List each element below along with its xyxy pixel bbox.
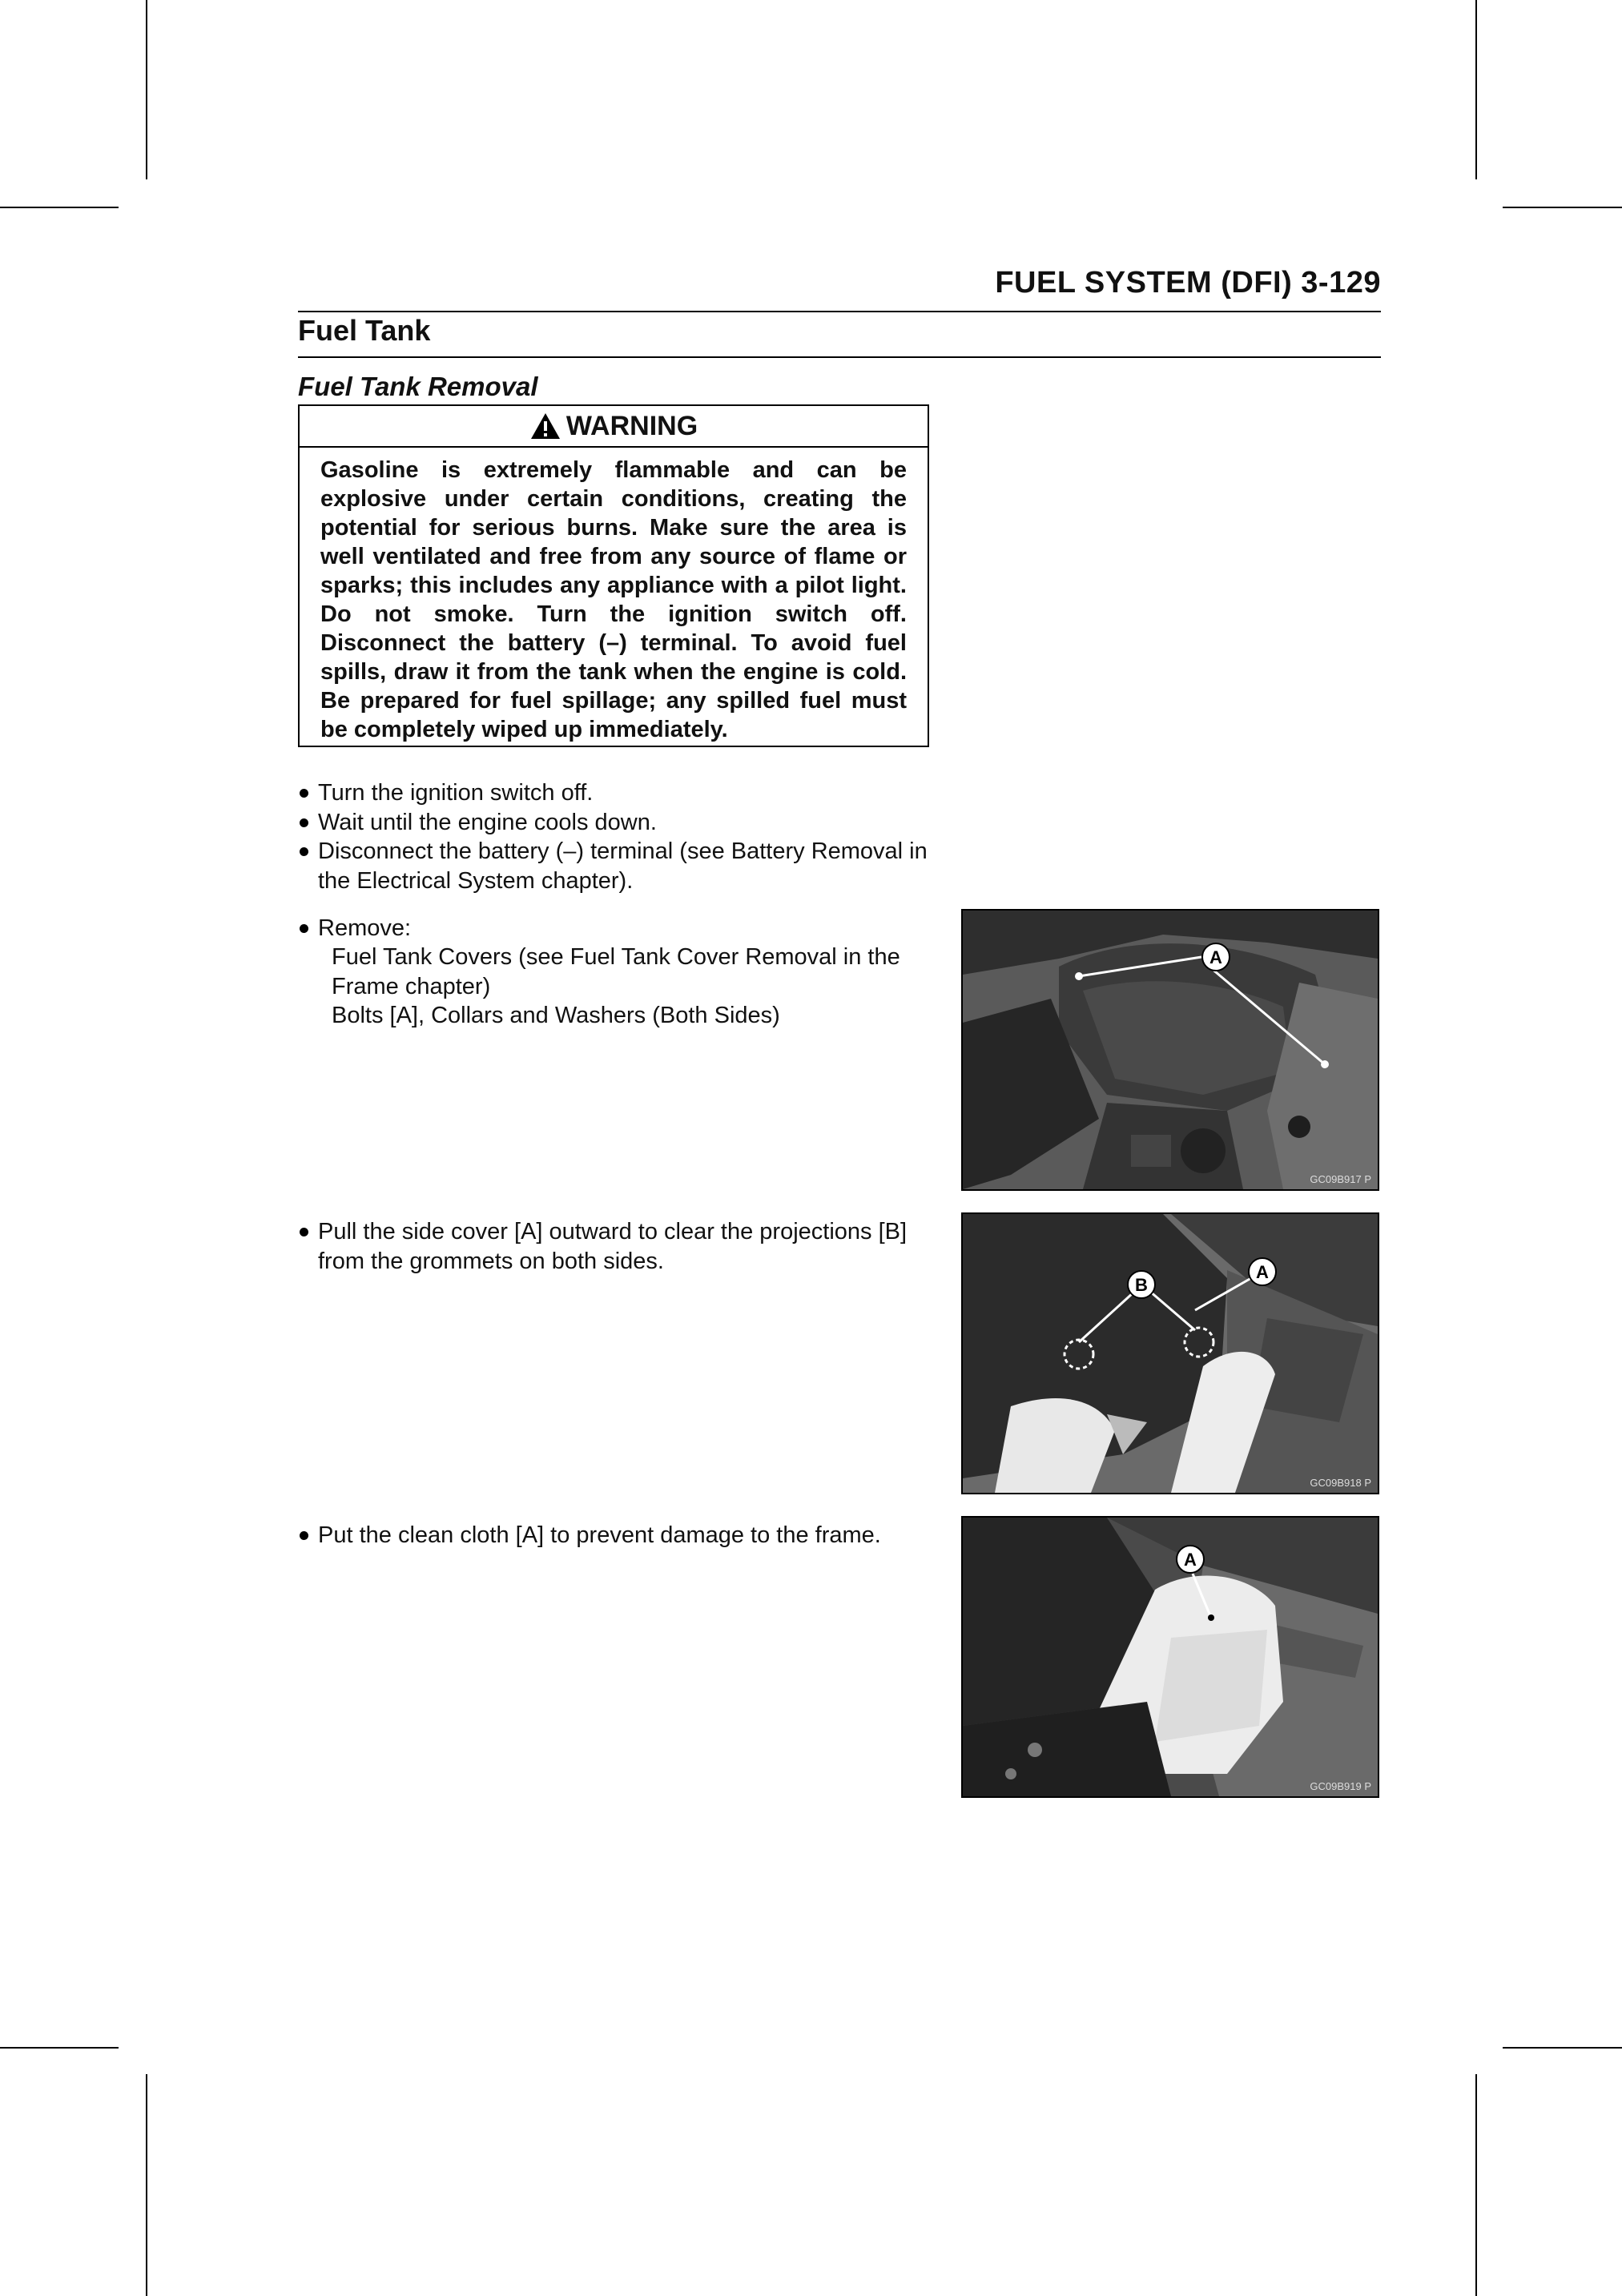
warning-box bbox=[298, 404, 929, 747]
callout-label: A bbox=[1209, 947, 1222, 967]
figure-clean-cloth bbox=[961, 1516, 1379, 1798]
subsection-title: Fuel Tank Removal bbox=[298, 372, 538, 401]
crop-mark bbox=[146, 2074, 147, 2296]
figure-code: GC09B919 P bbox=[1310, 1780, 1371, 1792]
step-cloth bbox=[298, 1521, 939, 1550]
list-item: Pull the side cover [A] outward to clear the projections [B] from the grommets on both sides. bbox=[298, 1217, 936, 1276]
crop-mark bbox=[1475, 0, 1477, 179]
bullet-icon bbox=[300, 847, 308, 856]
remove-item: Fuel Tank Covers (see Fuel Tank Cover Removal in the Frame chapter) bbox=[332, 944, 900, 999]
warning-title: WARNING bbox=[565, 410, 698, 441]
warning-header bbox=[300, 406, 928, 448]
callout-label: A bbox=[1256, 1262, 1269, 1282]
list-item: Remove: bbox=[298, 914, 939, 943]
remove-items bbox=[298, 943, 931, 1031]
list-item: Disconnect the battery (–) terminal (see Battery Removal in the Electrical System chapter). bbox=[298, 837, 951, 895]
warning-triangle-icon bbox=[529, 412, 561, 440]
figure-code: GC09B917 P bbox=[1310, 1173, 1371, 1185]
step-side-cover bbox=[298, 1217, 936, 1276]
warning-text: Gasoline is extremely flammable and can be explosive under certain conditions, creating the potential for serious burns. Make sure the area is well ventilated and free from any source of flame or sparks; this includes any appliance with a pilot light. Do not smoke. Turn the ignition switch off. Disconnect the battery (–) terminal. To avoid fuel spills, draw it from the tank when the engine is cold. Be prepared for fuel spillage; any spilled fuel must be completely wiped up immediately. bbox=[320, 457, 907, 742]
crop-mark bbox=[0, 2047, 119, 2049]
crop-mark bbox=[146, 0, 147, 179]
step-list bbox=[298, 778, 939, 895]
crop-mark bbox=[1503, 2047, 1622, 2049]
bullet-icon bbox=[300, 1531, 308, 1540]
section-title: Fuel Tank bbox=[298, 314, 431, 347]
crop-mark bbox=[1475, 2074, 1477, 2296]
running-header: FUEL SYSTEM (DFI) 3-129 bbox=[995, 266, 1381, 300]
bullet-icon bbox=[300, 924, 308, 933]
list-item: Turn the ignition switch off. bbox=[298, 778, 939, 808]
bullet-icon bbox=[300, 789, 308, 798]
crop-mark bbox=[1503, 207, 1622, 208]
header-rule bbox=[298, 311, 1381, 312]
callout-label: A bbox=[1184, 1550, 1197, 1570]
figure-side-cover bbox=[961, 1212, 1379, 1494]
list-item: Put the clean cloth [A] to prevent damage to the frame. bbox=[298, 1521, 939, 1550]
list-item: Wait until the engine cools down. bbox=[298, 808, 939, 838]
crop-mark bbox=[0, 207, 119, 208]
bullet-icon bbox=[300, 1228, 308, 1236]
figure-code: GC09B918 P bbox=[1310, 1477, 1371, 1489]
step-remove bbox=[298, 914, 939, 943]
bullet-icon bbox=[300, 818, 308, 827]
figure-fuel-tank-bolts bbox=[961, 909, 1379, 1191]
callout-label: B bbox=[1135, 1275, 1148, 1295]
remove-item: Bolts [A], Collars and Washers (Both Sides) bbox=[332, 1003, 780, 1028]
section-rule bbox=[298, 356, 1381, 358]
